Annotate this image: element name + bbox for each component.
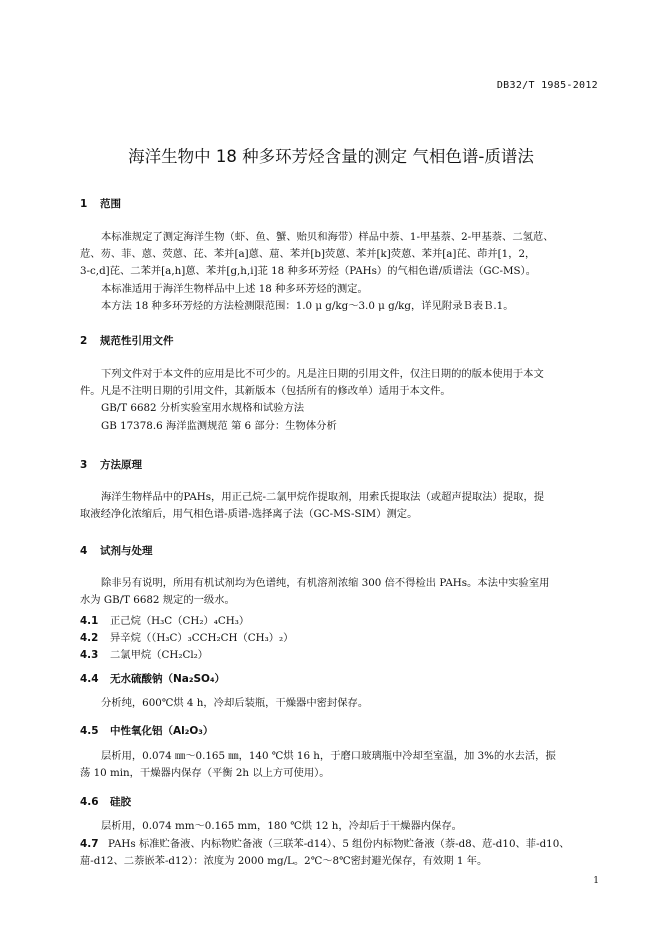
text-line: 下列文件对于本文件的应用是比不可少的。凡是注日期的引用文件，仅注日期的的版本使用于本文: [101, 368, 544, 380]
section-heading-principle: [80, 457, 142, 472]
text-line: 本方法 18 种多环芳烃的方法检测限范围：1.0 μ g/kg～3.0 μ g/kg，详见附录Ｂ表Ｂ.1。: [101, 299, 514, 312]
item-number: 4.3: [80, 649, 99, 661]
reagent-item: [80, 629, 293, 644]
text-line: 海洋生物样品中的PAHs，用正己烷-二氯甲烷作提取剂，用索氏提取法（或超声提取法）提取，提: [101, 491, 545, 503]
section-title: 范围: [100, 198, 121, 210]
item-text: 正己烷（H₃C（CH₂）₄CH₃）: [110, 615, 250, 627]
normative-paragraph: [80, 366, 600, 435]
item-number: 4.2: [80, 632, 99, 644]
text-line: 荡 10 min，干燥器内保存（平衡 2h 以上方可使用）。: [80, 767, 330, 780]
subsection-number: 4.6: [80, 796, 99, 808]
section-number: 3: [80, 459, 88, 471]
text-line: 本标准规定了测定海洋生物（虾、鱼、蟹、贻贝和海带）样品中萘、1-甲基萘、2-甲基萘、二氢苊、: [101, 231, 554, 243]
reagent-item: [80, 612, 249, 627]
text-line: 分析纯，600℃烘 4 h，冷却后装瓶，干燥器中密封保存。: [101, 697, 369, 709]
section-number: 4: [80, 545, 88, 557]
subsection-heading: [80, 671, 225, 686]
subsection-number: 4.4: [80, 673, 99, 685]
subsection-body: [80, 748, 600, 782]
subsection-number: 4.7: [80, 838, 99, 850]
subsection-body: [80, 695, 600, 712]
principle-paragraph: [80, 489, 600, 523]
text-line: 层析用，0.074 ㎜～0.165 ㎜，140 ℃烘 16 h，于磨口玻璃瓶中冷却至室温，加 3%的水去活，振: [101, 750, 556, 762]
text-line: 本标准适用于海洋生物样品中上述 18 种多环芳烃的测定。: [101, 282, 368, 295]
subsection-number: 4.5: [80, 725, 99, 737]
reagent-item: [80, 646, 208, 661]
section-heading-reagents: [80, 543, 153, 558]
reagents-paragraph: [80, 575, 600, 609]
item-number: 4.1: [80, 615, 99, 627]
subsection-heading: [80, 723, 213, 738]
subsection-title: 硅胶: [110, 796, 131, 808]
text-line: 件。凡是不注明日期的引用文件，其新版本（包括所有的修改单）适用于本文件。: [80, 385, 451, 398]
text-line: 䓛-d12、二萘嵌苯-d12）：浓度为 2000 mg/L。2℃～8℃密封避光保存，有效期 1 年。: [80, 855, 488, 868]
text-line: 3-c,d]芘、二苯并[a,h]蒽、苯并[g,h,i]苝 18 种多环芳烃（PAHs）的气相色谱/质谱法（GC-MS）。: [80, 265, 536, 278]
text-line: PAHs 标准贮备液、内标物贮备液（三联苯-d14）、5 组份内标物贮备液（萘-d8、苊-d10、菲-d10、: [108, 838, 570, 850]
section-number: 1: [80, 198, 88, 210]
document-code: DB32/T 1985-2012: [496, 80, 598, 91]
text-line: 层析用，0.074 mm～0.165 mm，180 ℃烘 12 h，冷却后于干燥器内保存。: [101, 820, 462, 832]
item-text: 二氯甲烷（CH₂Cl₂）: [110, 649, 209, 661]
subsection-heading: [80, 794, 131, 809]
section-title: 规范性引用文件: [100, 335, 174, 347]
section-number: 2: [80, 335, 88, 347]
subsection-body: [80, 818, 600, 835]
text-line: 取液经净化浓缩后，用气相色谱-质谱-选择离子法（GC-MS-SIM）测定。: [80, 508, 418, 521]
subsection-4-7: [80, 836, 600, 870]
reference-item: GB 17378.6 海洋监测规范 第 6 部分：生物体分析: [101, 419, 337, 432]
document-title: 海洋生物中 18 种多环芳烃含量的测定 气相色谱-质谱法: [128, 147, 534, 166]
text-line: 水为 GB/T 6682 规定的一级水。: [80, 594, 235, 607]
reference-item: GB/T 6682 分析实验室用水规格和试验方法: [101, 402, 305, 415]
text-line: 除非另有说明，所用有机试剂均为色谱纯，有机溶剂浓缩 300 倍不得检出 PAHs。本法中实验室用: [101, 577, 550, 589]
item-text: 异辛烷（（H₃C）₃CCH₂CH（CH₃）₂）: [110, 632, 294, 644]
scope-paragraph: [80, 229, 600, 315]
section-heading-scope: [80, 196, 121, 211]
subsection-title: 无水硫酸钠（Na₂SO₄）: [110, 673, 226, 685]
subsection-title: 中性氧化铝（Al₂O₃）: [110, 725, 214, 737]
text-line: 苊、芴、菲、蒽、荧蒽、芘、苯并[a]蒽、䓛、苯并[b]荧蒽、苯并[k]荧蒽、苯并[a]芘、茚并[1，2，: [80, 248, 536, 261]
section-title: 方法原理: [100, 459, 142, 471]
section-heading-normative: [80, 333, 174, 348]
section-title: 试剂与处理: [100, 545, 153, 557]
page-number: 1: [593, 876, 599, 886]
